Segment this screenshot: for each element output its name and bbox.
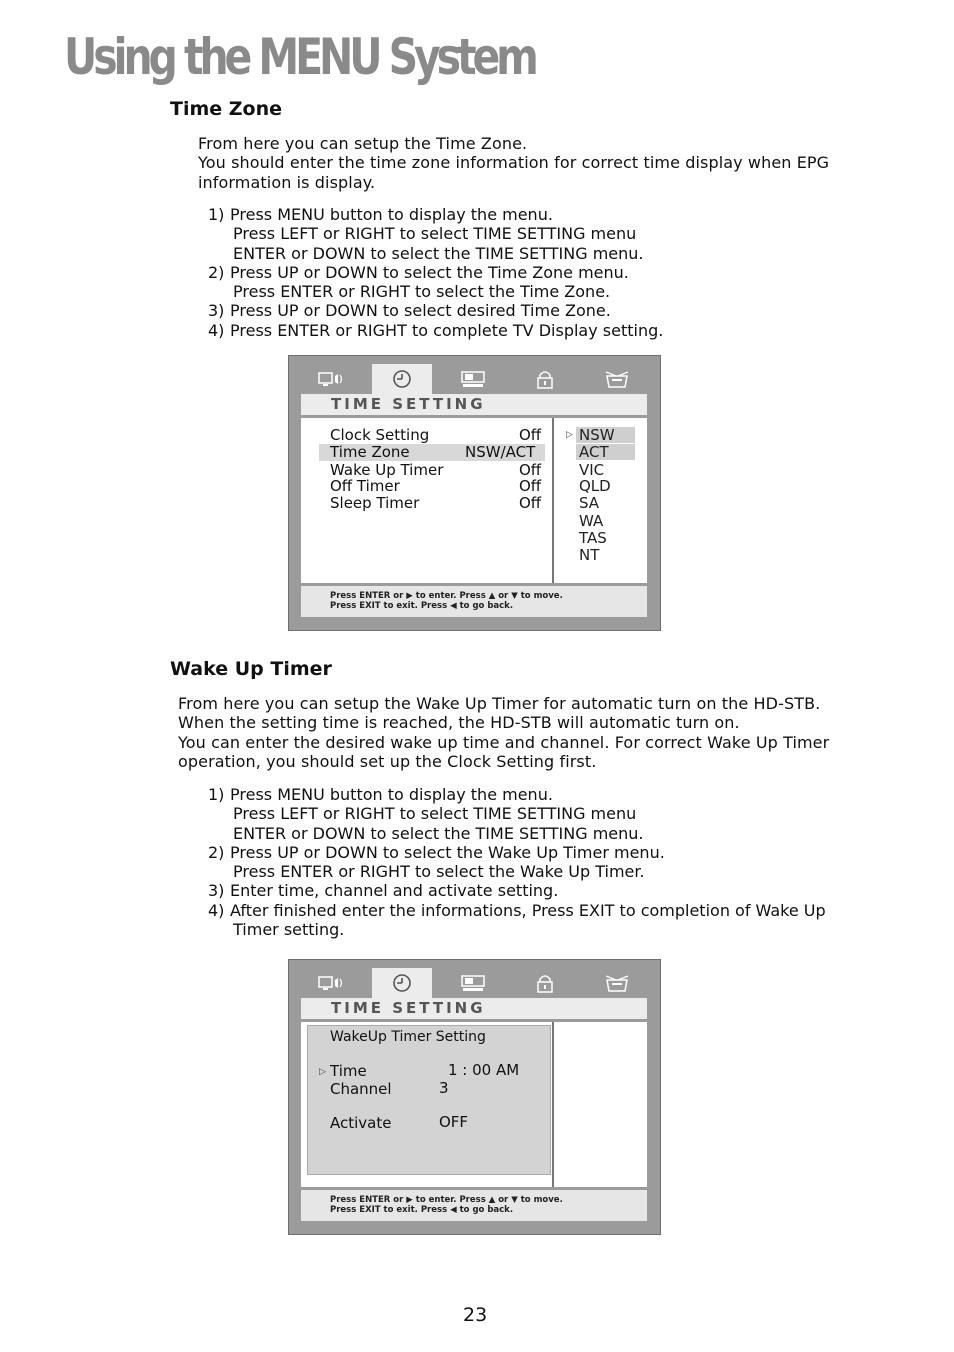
step-line: ENTER or DOWN to select the TIME SETTING menu. <box>233 243 644 263</box>
step-line: Press MENU button to display the menu. <box>230 205 553 224</box>
menu-item-off-timer[interactable]: Off Timer <box>330 477 400 495</box>
footer-hint-line: Press EXIT to exit. Press ◀ to go back. <box>330 601 514 611</box>
menu-item-value: Off <box>519 477 542 495</box>
step <box>208 301 663 320</box>
step-line: Press UP or DOWN to select desired Time Zone. <box>230 301 611 321</box>
step-number: 1) <box>208 205 225 224</box>
step-line: Press LEFT or RIGHT to select TIME SETTING menu <box>233 224 637 244</box>
footer-hint-line: Press ENTER or ▶ to enter. Press ▲ or ▼ to move. <box>330 591 563 601</box>
step <box>208 843 826 882</box>
wakeup-timer-panel <box>307 1025 551 1175</box>
step-number: 2) <box>208 262 225 282</box>
step-line: Press ENTER or RIGHT to select the Wake Up Timer. <box>233 862 645 882</box>
step-number: 4) <box>208 900 225 920</box>
pointer-icon: ▷ <box>319 1066 326 1076</box>
footer-hint-line: Press EXIT to exit. Press ◀ to go back. <box>330 1205 514 1215</box>
step-number: 1) <box>208 785 225 804</box>
step-line: Press UP or DOWN to select the Time Zone menu. <box>230 262 629 282</box>
step <box>208 321 663 340</box>
tv-speaker-icon <box>318 973 344 993</box>
menu-item-sleep-timer[interactable]: Sleep Timer <box>330 494 420 512</box>
section-heading-time-zone: Time Zone <box>170 98 283 120</box>
option-nsw[interactable]: NSW <box>579 426 615 444</box>
field-label-time[interactable]: Time <box>330 1062 367 1080</box>
hdmi-screen-icon <box>460 973 486 993</box>
menu-divider <box>552 418 554 583</box>
step-number: 3) <box>208 301 225 321</box>
option-qld[interactable]: QLD <box>579 477 611 495</box>
option-nt[interactable]: NT <box>579 546 600 564</box>
menu-footer-hints <box>301 1190 647 1221</box>
step-line: Enter time, channel and activate setting. <box>230 881 559 901</box>
tab-display[interactable] <box>443 968 503 998</box>
menu-title-bar <box>301 998 647 1019</box>
section-heading-wake-up-timer: Wake Up Timer <box>170 658 332 680</box>
menu-title: TIME SETTING <box>331 395 486 413</box>
page-number: 23 <box>463 1304 488 1326</box>
step-number: 3) <box>208 881 225 901</box>
activate-value[interactable]: OFF <box>439 1113 469 1131</box>
field-label-channel[interactable]: Channel <box>330 1080 392 1098</box>
step <box>208 901 826 940</box>
step-number: 4) <box>208 320 225 340</box>
step-line: After finished enter the informations, Press EXIT to completion of Wake Up <box>230 900 826 920</box>
menu-title: TIME SETTING <box>331 999 486 1017</box>
time-zone-intro <box>198 134 829 192</box>
menu-item-value: Off <box>519 426 542 444</box>
step <box>208 785 826 843</box>
tab-tv[interactable] <box>301 968 361 998</box>
clock-icon <box>389 369 415 389</box>
menu-footer-hints <box>301 586 647 617</box>
mailbox-icon <box>604 369 630 389</box>
clock-icon <box>389 973 415 993</box>
menu-item-value: Off <box>519 494 542 512</box>
menu-item-wake-up-timer[interactable]: Wake Up Timer <box>330 461 444 479</box>
step <box>208 263 663 302</box>
menu-item-time-zone[interactable]: Time Zone <box>330 443 410 461</box>
menu-divider <box>552 1022 554 1187</box>
step-number: 2) <box>208 842 225 862</box>
step-line: Timer setting. <box>233 920 345 940</box>
tab-system[interactable] <box>587 364 647 394</box>
wake-up-steps <box>208 785 826 939</box>
tab-display[interactable] <box>443 364 503 394</box>
wake-up-timer-menu-screenshot <box>288 959 661 1235</box>
time-setting-menu-screenshot <box>288 355 661 631</box>
option-tas[interactable]: TAS <box>579 529 607 547</box>
page-header: Using the MENU System <box>64 28 535 86</box>
intro-line: information is display. <box>198 172 376 192</box>
option-sa[interactable]: SA <box>579 494 600 512</box>
mailbox-icon <box>604 973 630 993</box>
pointer-icon: ▷ <box>566 429 573 439</box>
wake-up-intro <box>178 694 829 771</box>
step-line: Press LEFT or RIGHT to select TIME SETTING menu <box>233 804 637 824</box>
step-line: Press UP or DOWN to select the Wake Up Timer menu. <box>230 842 665 862</box>
tab-lock[interactable] <box>515 968 575 998</box>
intro-line: From here you can setup the Wake Up Timer for automatic turn on the HD-STB. <box>178 694 821 713</box>
intro-line: From here you can setup the Time Zone. <box>198 134 528 153</box>
intro-line: You should enter the time zone information for correct time display when EPG <box>198 153 830 173</box>
step <box>208 881 826 900</box>
lock-icon <box>532 973 558 993</box>
lock-icon <box>532 369 558 389</box>
tab-tv[interactable] <box>301 364 361 394</box>
step-line: ENTER or DOWN to select the TIME SETTING menu. <box>233 823 644 843</box>
menu-tab-bar <box>301 968 647 998</box>
intro-line: You can enter the desired wake up time and channel. For correct Wake Up Timer <box>178 732 830 752</box>
tv-speaker-icon <box>318 369 344 389</box>
menu-item-value: Off <box>519 461 542 479</box>
tab-system[interactable] <box>587 968 647 998</box>
tab-time[interactable] <box>372 364 432 394</box>
menu-item-clock-setting[interactable]: Clock Setting <box>330 426 430 444</box>
menu-item-value: NSW/ACT <box>465 443 536 461</box>
time-zone-steps <box>208 205 663 340</box>
tab-lock[interactable] <box>515 364 575 394</box>
option-vic[interactable]: VIC <box>579 461 605 479</box>
panel-title: WakeUp Timer Setting <box>330 1029 486 1045</box>
hdmi-screen-icon <box>460 369 486 389</box>
intro-line: When the setting time is reached, the HD-STB will automatic turn on. <box>178 713 740 733</box>
option-wa[interactable]: WA <box>579 512 604 530</box>
step-line: Press ENTER or RIGHT to complete TV Display setting. <box>230 320 664 340</box>
channel-value[interactable]: 3 <box>439 1079 449 1097</box>
time-value[interactable]: 1 : 00 AM <box>448 1061 520 1079</box>
field-label-activate[interactable]: Activate <box>330 1114 392 1132</box>
option-act[interactable]: ACT <box>579 443 609 461</box>
step-line: Press MENU button to display the menu. <box>230 785 553 804</box>
intro-line: operation, you should set up the Clock Setting first. <box>178 751 597 771</box>
step-line: Press ENTER or RIGHT to select the Time Zone. <box>233 282 611 302</box>
menu-tab-bar <box>301 364 647 394</box>
tab-time[interactable] <box>372 968 432 998</box>
step <box>208 205 663 263</box>
menu-title-bar <box>301 394 647 415</box>
footer-hint-line: Press ENTER or ▶ to enter. Press ▲ or ▼ to move. <box>330 1195 563 1205</box>
